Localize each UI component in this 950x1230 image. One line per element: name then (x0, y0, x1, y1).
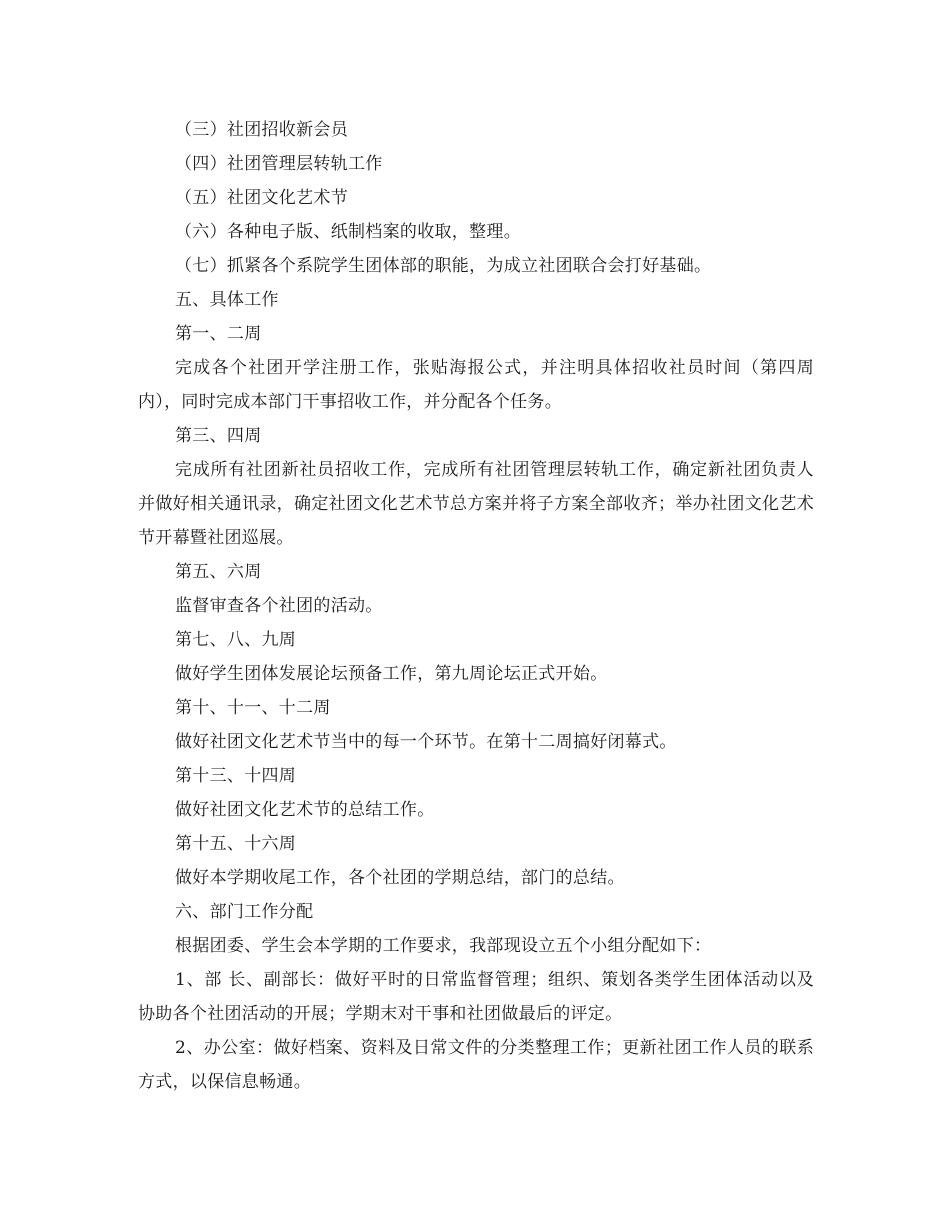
week-body-10-12: 做好社团文化艺术节当中的每一个环节。在第十二周搞好闭幕式。 (175, 732, 677, 752)
section-heading-specific-work: 五、具体工作 (175, 290, 279, 310)
week-heading-3-4: 第三、四周 (175, 426, 262, 446)
week-heading-13-14: 第十三、十四周 (175, 766, 297, 786)
section-heading-work-allocation: 六、部门工作分配 (175, 902, 314, 922)
paragraph-task-4: （四）社团管理层转轨工作 (175, 154, 383, 174)
week-heading-5-6: 第五、六周 (175, 562, 262, 582)
week-body-7-9: 做好学生团体发展论坛预备工作，第九周论坛正式开始。 (175, 664, 608, 684)
allocation-item-2: 2、办公室：做好档案、资料及日常文件的分类整理工作；更新社团工作人员的联系方式，以保信息畅通。 (138, 1038, 814, 1092)
week-heading-10-12: 第十、十一、十二周 (175, 698, 331, 718)
week-body-5-6: 监督审查各个社团的活动。 (175, 596, 383, 616)
paragraph-task-6: （六）各种电子版、纸制档案的收取，整理。 (175, 222, 521, 242)
week-heading-7-9: 第七、八、九周 (175, 630, 297, 650)
paragraph-task-3: （三）社团招收新会员 (175, 120, 348, 140)
allocation-item-1: 1、部 长、副部长：做好平时的日常监督管理；组织、策划各类学生团体活动以及协助各个社团活动的开展；学期末对干事和社团做最后的评定。 (138, 970, 814, 1024)
week-body-1-2: 完成各个社团开学注册工作，张贴海报公式，并注明具体招收社员时间（第四周内），同时完成本部门干事招收工作，并分配各个任务。 (138, 358, 814, 412)
week-heading-1-2: 第一、二周 (175, 324, 262, 344)
week-body-15-16: 做好本学期收尾工作，各个社团的学期总结，部门的总结。 (175, 868, 625, 888)
paragraph-task-7: （七）抓紧各个系院学生团体部的职能，为成立社团联合会打好基础。 (175, 256, 712, 276)
week-body-13-14: 做好社团文化艺术节的总结工作。 (175, 800, 435, 820)
paragraph-task-5: （五）社团文化艺术节 (175, 188, 348, 208)
document-body (138, 113, 814, 1099)
week-body-3-4: 完成所有社团新社员招收工作，完成所有社团管理层转轨工作，确定新社团负责人并做好相关通讯录，确定社团文化艺术节总方案并将子方案全部收齐；举办社团文化艺术节开幕暨社团巡展。 (138, 460, 814, 548)
allocation-intro: 根据团委、学生会本学期的工作要求，我部现设立五个小组分配如下： (175, 936, 712, 956)
week-heading-15-16: 第十五、十六周 (175, 834, 297, 854)
